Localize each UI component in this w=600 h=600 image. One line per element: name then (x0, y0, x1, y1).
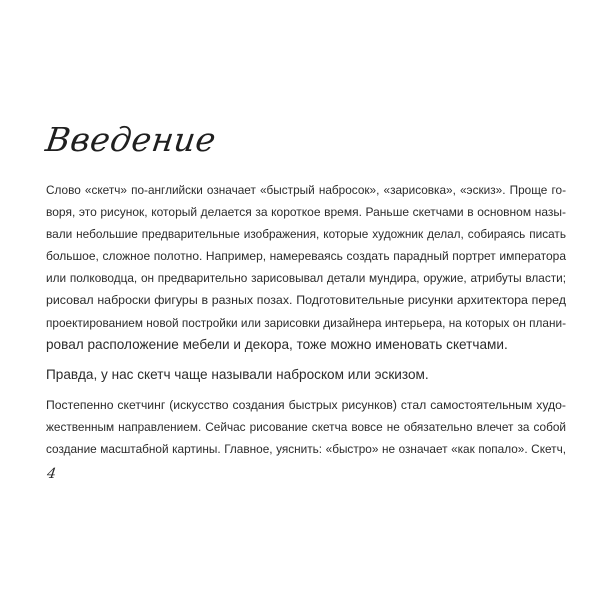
text-line: рисовал наброски фигуры в разных позах. Подготовительные рисунки архитектора перед (46, 293, 566, 308)
paragraph-3 (46, 394, 566, 460)
text-line: вали небольшие предварительные изображения, которые художник делал, собираясь писать (46, 227, 566, 242)
text-line: ровал расположение мебели и декора, тоже можно именовать скетчами. (46, 336, 508, 352)
body-text (46, 179, 566, 468)
page-number: 4 (45, 466, 58, 482)
text-line: проектированием новой постройки или зарисовки дизайнера интерьера, на которых он плани- (46, 315, 566, 330)
text-line: жественным направлением. Сейчас рисование скетча вовсе не обязательно влечет за собой (46, 419, 566, 434)
chapter-heading: Введение (43, 120, 219, 159)
paragraph-2 (46, 364, 566, 386)
text-line: Слово «скетч» по-английски означает «быстрый набросок», «зарисовка», «эскиз». Проще го- (46, 183, 566, 197)
paragraph-1 (46, 179, 566, 356)
text-line: большое, сложное полотно. Например, намереваясь создать парадный портрет императора (46, 249, 566, 264)
text-line: воря, это рисунок, который делается за короткое время. Раньше скетчами в основном назы- (46, 205, 566, 220)
text-line: создание масштабной картины. Главное, уяснить: «быстро» не означает «как попало». Скетч, (46, 442, 566, 457)
text-line: Постепенно скетчинг (искусство создания быстрых рисунков) стал самостоятельным худо- (46, 397, 566, 412)
text-line: Правда, у нас скетч чаще называли наброском или эскизом. (46, 366, 429, 382)
text-line: или полководца, он предварительно зарисовывал детали мундира, оружие, атрибуты власти; (46, 271, 566, 286)
